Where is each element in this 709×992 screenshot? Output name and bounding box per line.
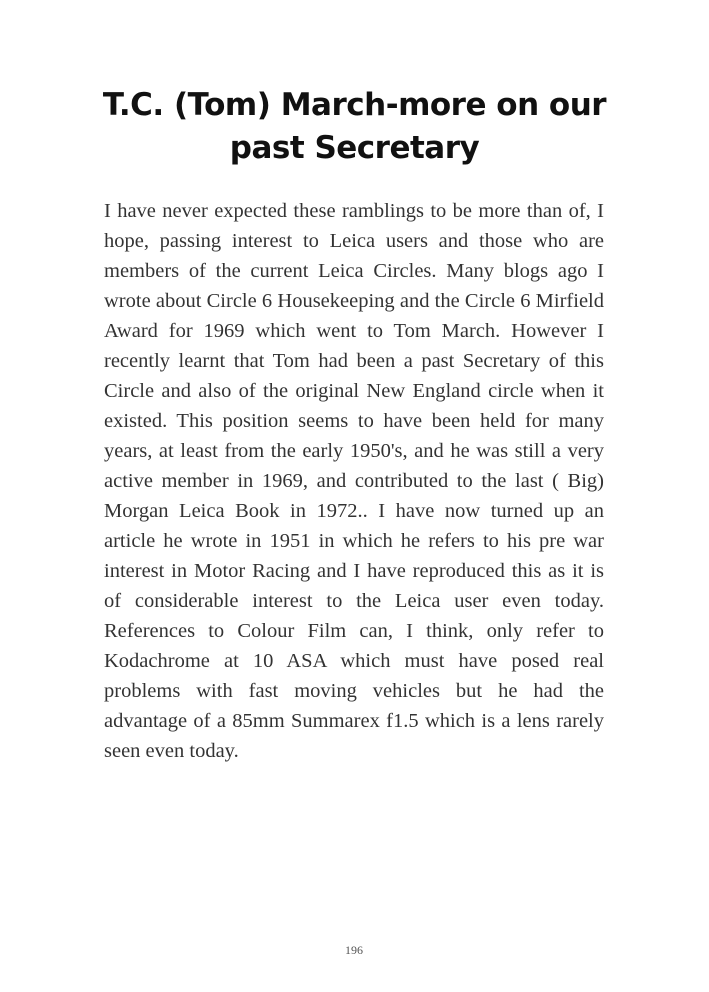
page-number: 196 (345, 943, 363, 957)
page-title: T.C. (Tom) March-more on our past Secretary (102, 87, 607, 166)
body-paragraph: I have never expected these ramblings to be more than of, I hope, passing interest to Leica users and those who are members of the current Leica Circles. Many blogs ago I wrote about Circle 6 Housekeeping and the Circle 6 Mirfield Award for 1969 which went to Tom March. However I recently learnt that Tom had been a past Secretary of this Circle and also of the original New England circle when it existed. This position seems to have been held for many years, at least from the early 1950's, and he was still a very active member in 1969, and contributed to the last ( Big) Morgan Leica Book in 1972.. I have now turned up an article he wrote in 1951 in which he refers to his pre war interest in Motor Racing and I have reproduced this as it is of considerable interest to the Leica user even today. References to Colour Film can, I think, only refer to Kodachrome at 10 ASA which must have posed real problems with fast moving vehicles but he had the advantage of a 85mm Summarex f1.5 which is a lens rarely seen even today. (104, 200, 604, 762)
